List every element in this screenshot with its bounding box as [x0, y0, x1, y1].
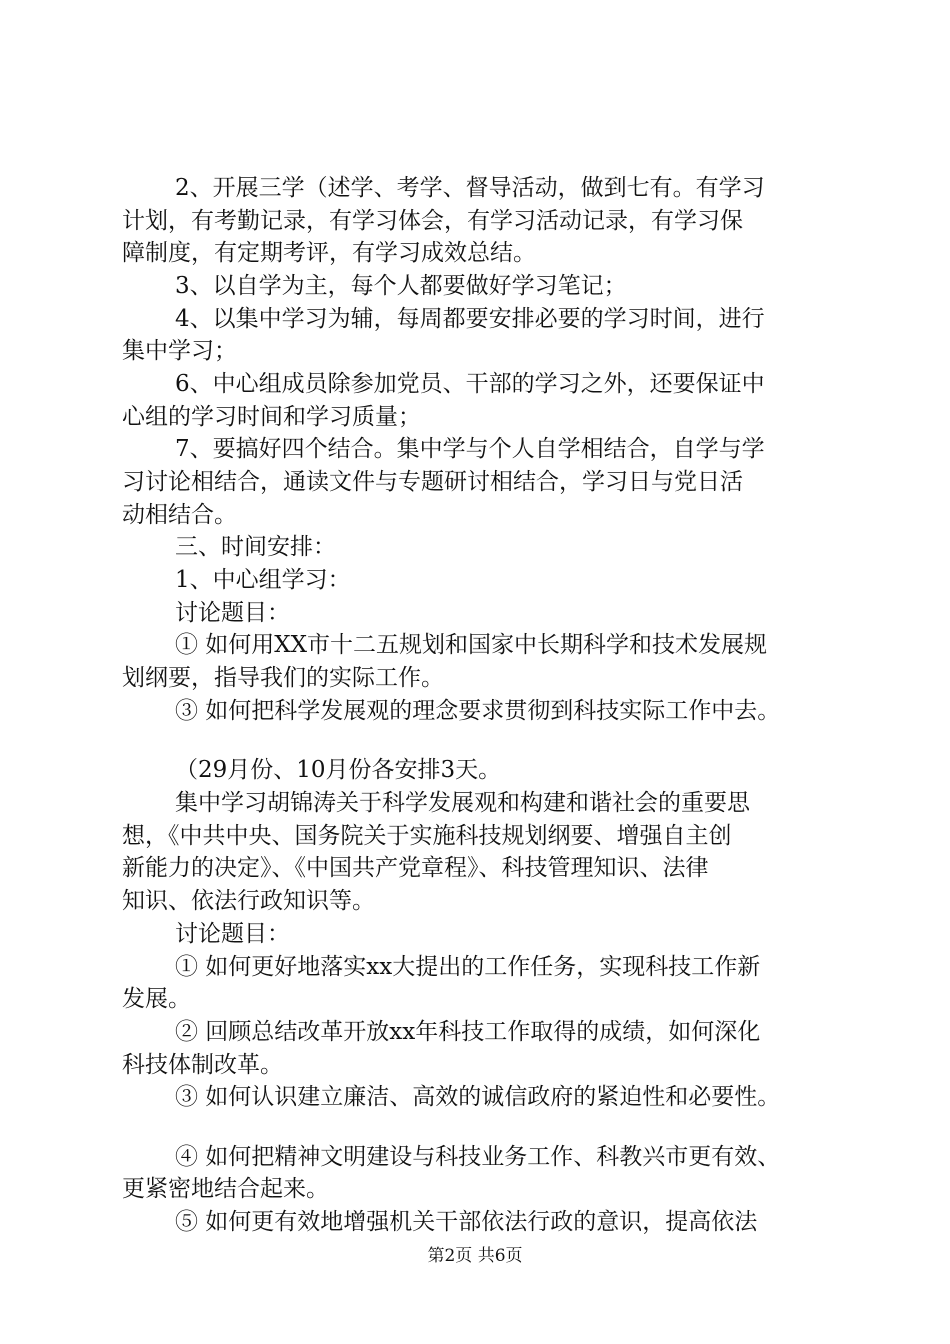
text-line: 发展。 — [122, 986, 191, 1013]
text-line: ④ 如何把精神文明建设与科技业务工作、科教兴市更有效、 — [175, 1143, 781, 1170]
text-line: 想，《中共中央、国务院关于实施科技规划纲要、增强自主创 — [122, 822, 732, 849]
text-line: 1、中心组学习： — [175, 567, 351, 594]
text-line: 划纲要，指导我们的实际工作。 — [122, 665, 444, 692]
text-line: 4、以集中学习为辅，每周都要安排必要的学习时间，进行 — [175, 305, 765, 332]
text-line: 新能力的决定》、《中国共产党章程》、科技管理知识、法律 — [122, 855, 709, 882]
text-line: 动相结合。 — [122, 501, 237, 528]
text-line: 讨论题目： — [175, 920, 290, 947]
section-heading: 三、时间安排： — [175, 534, 336, 561]
text-line: 7、要搞好四个结合。集中学与个人自学相结合，自学与学 — [175, 436, 765, 463]
text-line: 6、中心组成员除参加党员、干部的学习之外，还要保证中 — [175, 371, 765, 398]
text-line: 讨论题目： — [175, 599, 290, 626]
text-line: ③ 如何把科学发展观的理念要求贯彻到科技实际工作中去。 — [175, 697, 781, 724]
text-line: ③ 如何认识建立廉洁、高效的诚信政府的紧迫性和必要性。 — [175, 1084, 781, 1111]
text-line: ⑤ 如何更有效地增强机关干部依法行政的意识，提高依法 — [175, 1209, 758, 1236]
text-line: ① 如何更好地落实xx大提出的工作任务，实现科技工作新 — [175, 953, 761, 980]
text-line: （29月份、10月份各安排3天。 — [175, 757, 502, 784]
page-footer: 第2页 共6页 — [427, 1246, 523, 1266]
text-line: ② 回顾总结改革开放xx年科技工作取得的成绩，如何深化 — [175, 1018, 761, 1045]
text-line: 3、以自学为主，每个人都要做好学习笔记； — [175, 273, 627, 300]
text-line: 知识、依法行政知识等。 — [122, 888, 375, 915]
text-line: 计划，有考勤记录，有学习体会，有学习活动记录，有学习保 — [122, 207, 743, 234]
text-line: 习讨论相结合，通读文件与专题研讨相结合，学习日与党日活 — [122, 469, 743, 496]
text-line: 2、开展三学（述学、考学、督导活动，做到七有。有学习 — [175, 175, 765, 201]
text-line: 更紧密地结合起来。 — [122, 1176, 329, 1203]
text-line: 心组的学习时间和学习质量； — [122, 403, 421, 430]
text-line: ① 如何用XX市十二五规划和国家中长期科学和技术发展规 — [175, 632, 768, 659]
text-line: 集中学习胡锦涛关于科学发展观和构建和谐社会的重要思 — [175, 790, 750, 817]
text-line: 障制度，有定期考评，有学习成效总结。 — [122, 240, 536, 267]
text-line: 集中学习； — [122, 338, 237, 365]
text-line: 科技体制改革。 — [122, 1051, 283, 1078]
